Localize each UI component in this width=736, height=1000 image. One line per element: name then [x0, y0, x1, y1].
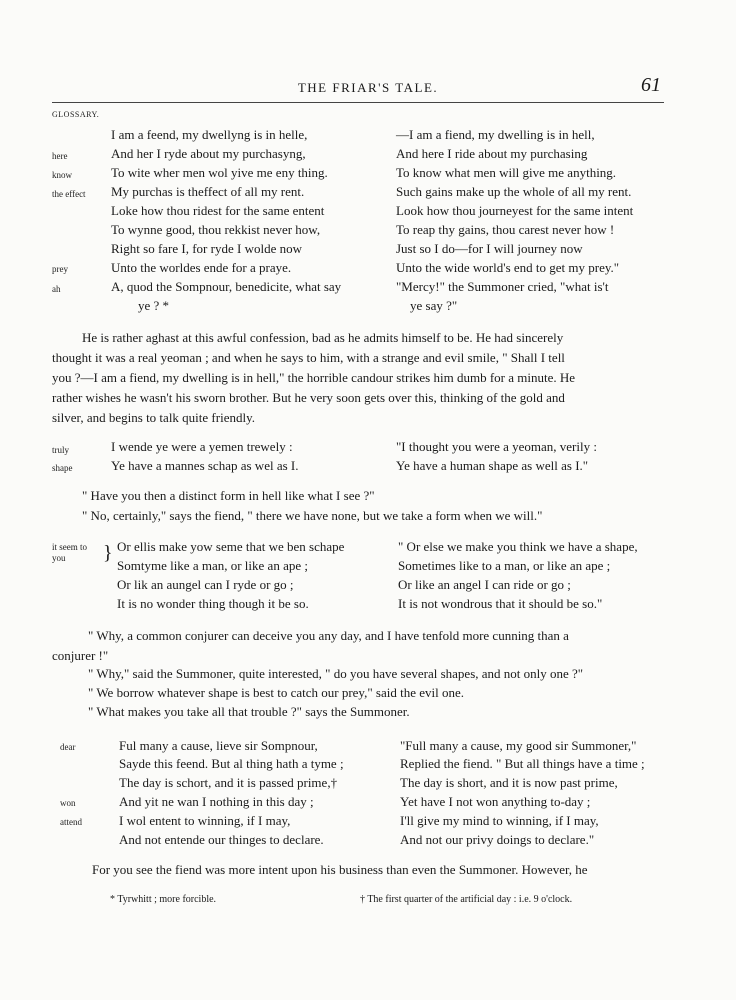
prose-line: rather wishes he wasn't his sworn brother. But he very soon gets over this, thinking of the gold and — [52, 390, 565, 405]
verse-line-original: To wite wher men wol yive me eny thing. — [111, 165, 328, 180]
verse-line-modern: And not our privy doings to declare." — [400, 832, 595, 847]
gloss-term: attend — [60, 817, 82, 827]
verse-line-original: To wynne good, thou rekkist never how, — [111, 222, 321, 237]
verse-line-modern: ye say ?" — [410, 298, 458, 313]
verse-line-original: The day is schort, and it is passed prime,† — [119, 775, 338, 790]
prose-line: " We borrow whatever shape is best to catch our prey," said the evil one. — [88, 685, 464, 700]
gloss-term: dear — [60, 742, 76, 752]
gloss-term: it seem to — [52, 542, 87, 552]
verse-line-modern: "Full many a cause, my good sir Summoner," — [400, 738, 637, 753]
prose-line: conjurer !" — [52, 648, 109, 663]
verse-line-modern: Ye have a human shape as well as I." — [396, 458, 589, 473]
gloss-term: won — [60, 798, 76, 808]
verse-line-original: Right so fare I, for ryde I wolde now — [111, 241, 302, 256]
verse-line-modern: Or like an angel I can ride or go ; — [398, 577, 571, 592]
page-number: 61 — [641, 74, 661, 96]
verse-line-original: ye ? * — [138, 298, 170, 313]
verse-line-modern: To know what men will give me anything. — [396, 165, 617, 180]
verse-line-modern: Just so I do—for I will journey now — [396, 241, 583, 256]
verse-line-original: Somtyme like a man, or like an ape ; — [117, 558, 308, 573]
verse-line-modern: The day is short, and it is now past prime, — [400, 775, 618, 790]
verse-line-modern: Yet have I not won anything to-day ; — [400, 794, 591, 809]
prose-line: " No, certainly," says the fiend, " there we have none, but we take a form when we will." — [82, 508, 543, 523]
verse-line-modern: To reap thy gains, thou carest never how ! — [396, 222, 615, 237]
prose-line: " What makes you take all that trouble ?" says the Summoner. — [88, 704, 410, 719]
gloss-term: here — [52, 151, 68, 161]
verse-line-original: And yit ne wan I nothing in this day ; — [119, 794, 314, 809]
verse-line-modern: And here I ride about my purchasing — [396, 146, 588, 161]
verse-line-original: Sayde this feend. But al thing hath a tyme ; — [119, 756, 344, 771]
footnote: † The first quarter of the artificial day : i.e. 9 o'clock. — [360, 894, 573, 905]
verse-line-original: Ye have a mannes schap as wel as I. — [111, 458, 299, 473]
verse-line-modern: It is not wondrous that it should be so." — [398, 596, 603, 611]
verse-line-modern: I'll give my mind to winning, if I may, — [400, 813, 599, 828]
verse-line-modern: Unto the wide world's end to get my prey." — [396, 260, 620, 275]
verse-line-original: Or ellis make yow seme that we ben schape — [117, 539, 345, 554]
gloss-term: ah — [52, 284, 61, 294]
verse-line-original: I wol entent to winning, if I may, — [119, 813, 291, 828]
verse-line-modern: "Mercy!" the Summoner cried, "what is't — [396, 279, 609, 294]
brace-icon: } — [103, 542, 113, 564]
prose-line: " Why, a common conjurer can deceive you any day, and I have tenfold more cunning than a — [88, 628, 569, 643]
verse-line-original: I wende ye were a yemen trewely : — [111, 439, 293, 454]
verse-line-modern: Replied the fiend. " But all things have a time ; — [400, 756, 645, 771]
gloss-term: you — [52, 553, 66, 563]
verse-line-modern: Such gains make up the whole of all my rent. — [396, 184, 632, 199]
gloss-term: know — [52, 170, 72, 180]
verse-line-modern: —I am a fiend, my dwelling is in hell, — [396, 127, 595, 142]
prose-line: He is rather aghast at this awful confession, bad as he admits himself to be. He had sincerely — [82, 330, 564, 345]
prose-line: " Why," said the Summoner, quite interested, " do you have several shapes, and not only one ?" — [88, 666, 584, 681]
header-rule — [52, 102, 664, 103]
prose-line: silver, and begins to talk quite friendly. — [52, 410, 255, 425]
verse-line-original: Or lik an aungel can I ryde or go ; — [117, 577, 294, 592]
verse-line-original: I am a feend, my dwellyng is in helle, — [111, 127, 308, 142]
verse-line-original: And her I ryde about my purchasyng, — [111, 146, 306, 161]
verse-line-modern: Look how thou journeyest for the same intent — [396, 203, 634, 218]
verse-line-original: And not entende our thinges to declare. — [119, 832, 324, 847]
verse-line-original: Loke how thou ridest for the same entent — [111, 203, 325, 218]
gloss-term: the effect — [52, 189, 86, 199]
verse-line-modern: " Or else we make you think we have a shape, — [398, 539, 638, 554]
footnote: * Tyrwhitt ; more forcible. — [110, 894, 217, 905]
running-header: THE FRIAR'S TALE. — [297, 80, 439, 95]
verse-line-original: It is no wonder thing though it be so. — [117, 596, 309, 611]
verse-line-modern: "I thought you were a yeoman, verily : — [396, 439, 597, 454]
gloss-term: prey — [52, 264, 68, 274]
gloss-term: shape — [52, 463, 73, 473]
prose-line: " Have you then a distinct form in hell like what I see ?" — [82, 488, 375, 503]
verse-line-original: A, quod the Sompnour, benedicite, what say — [111, 279, 342, 294]
glossary-label: GLOSSARY. — [52, 110, 100, 119]
prose-line: For you see the fiend was more intent upon his business than even the Summoner. However, he — [92, 862, 588, 877]
gloss-term: truly — [52, 445, 69, 455]
verse-line-original: Ful many a cause, lieve sir Sompnour, — [119, 738, 318, 753]
prose-line: thought it was a real yeoman ; and when he says to him, with a strange and evil smile, " Shall I tell — [52, 350, 565, 365]
prose-line: you ?—I am a fiend, my dwelling is in hell," the horrible candour strikes him dumb for a minute. He — [52, 370, 576, 385]
verse-line-original: My purchas is theffect of all my rent. — [111, 184, 305, 199]
verse-line-modern: Sometimes like to a man, or like an ape ; — [398, 558, 611, 573]
verse-line-original: Unto the worldes ende for a praye. — [111, 260, 292, 275]
